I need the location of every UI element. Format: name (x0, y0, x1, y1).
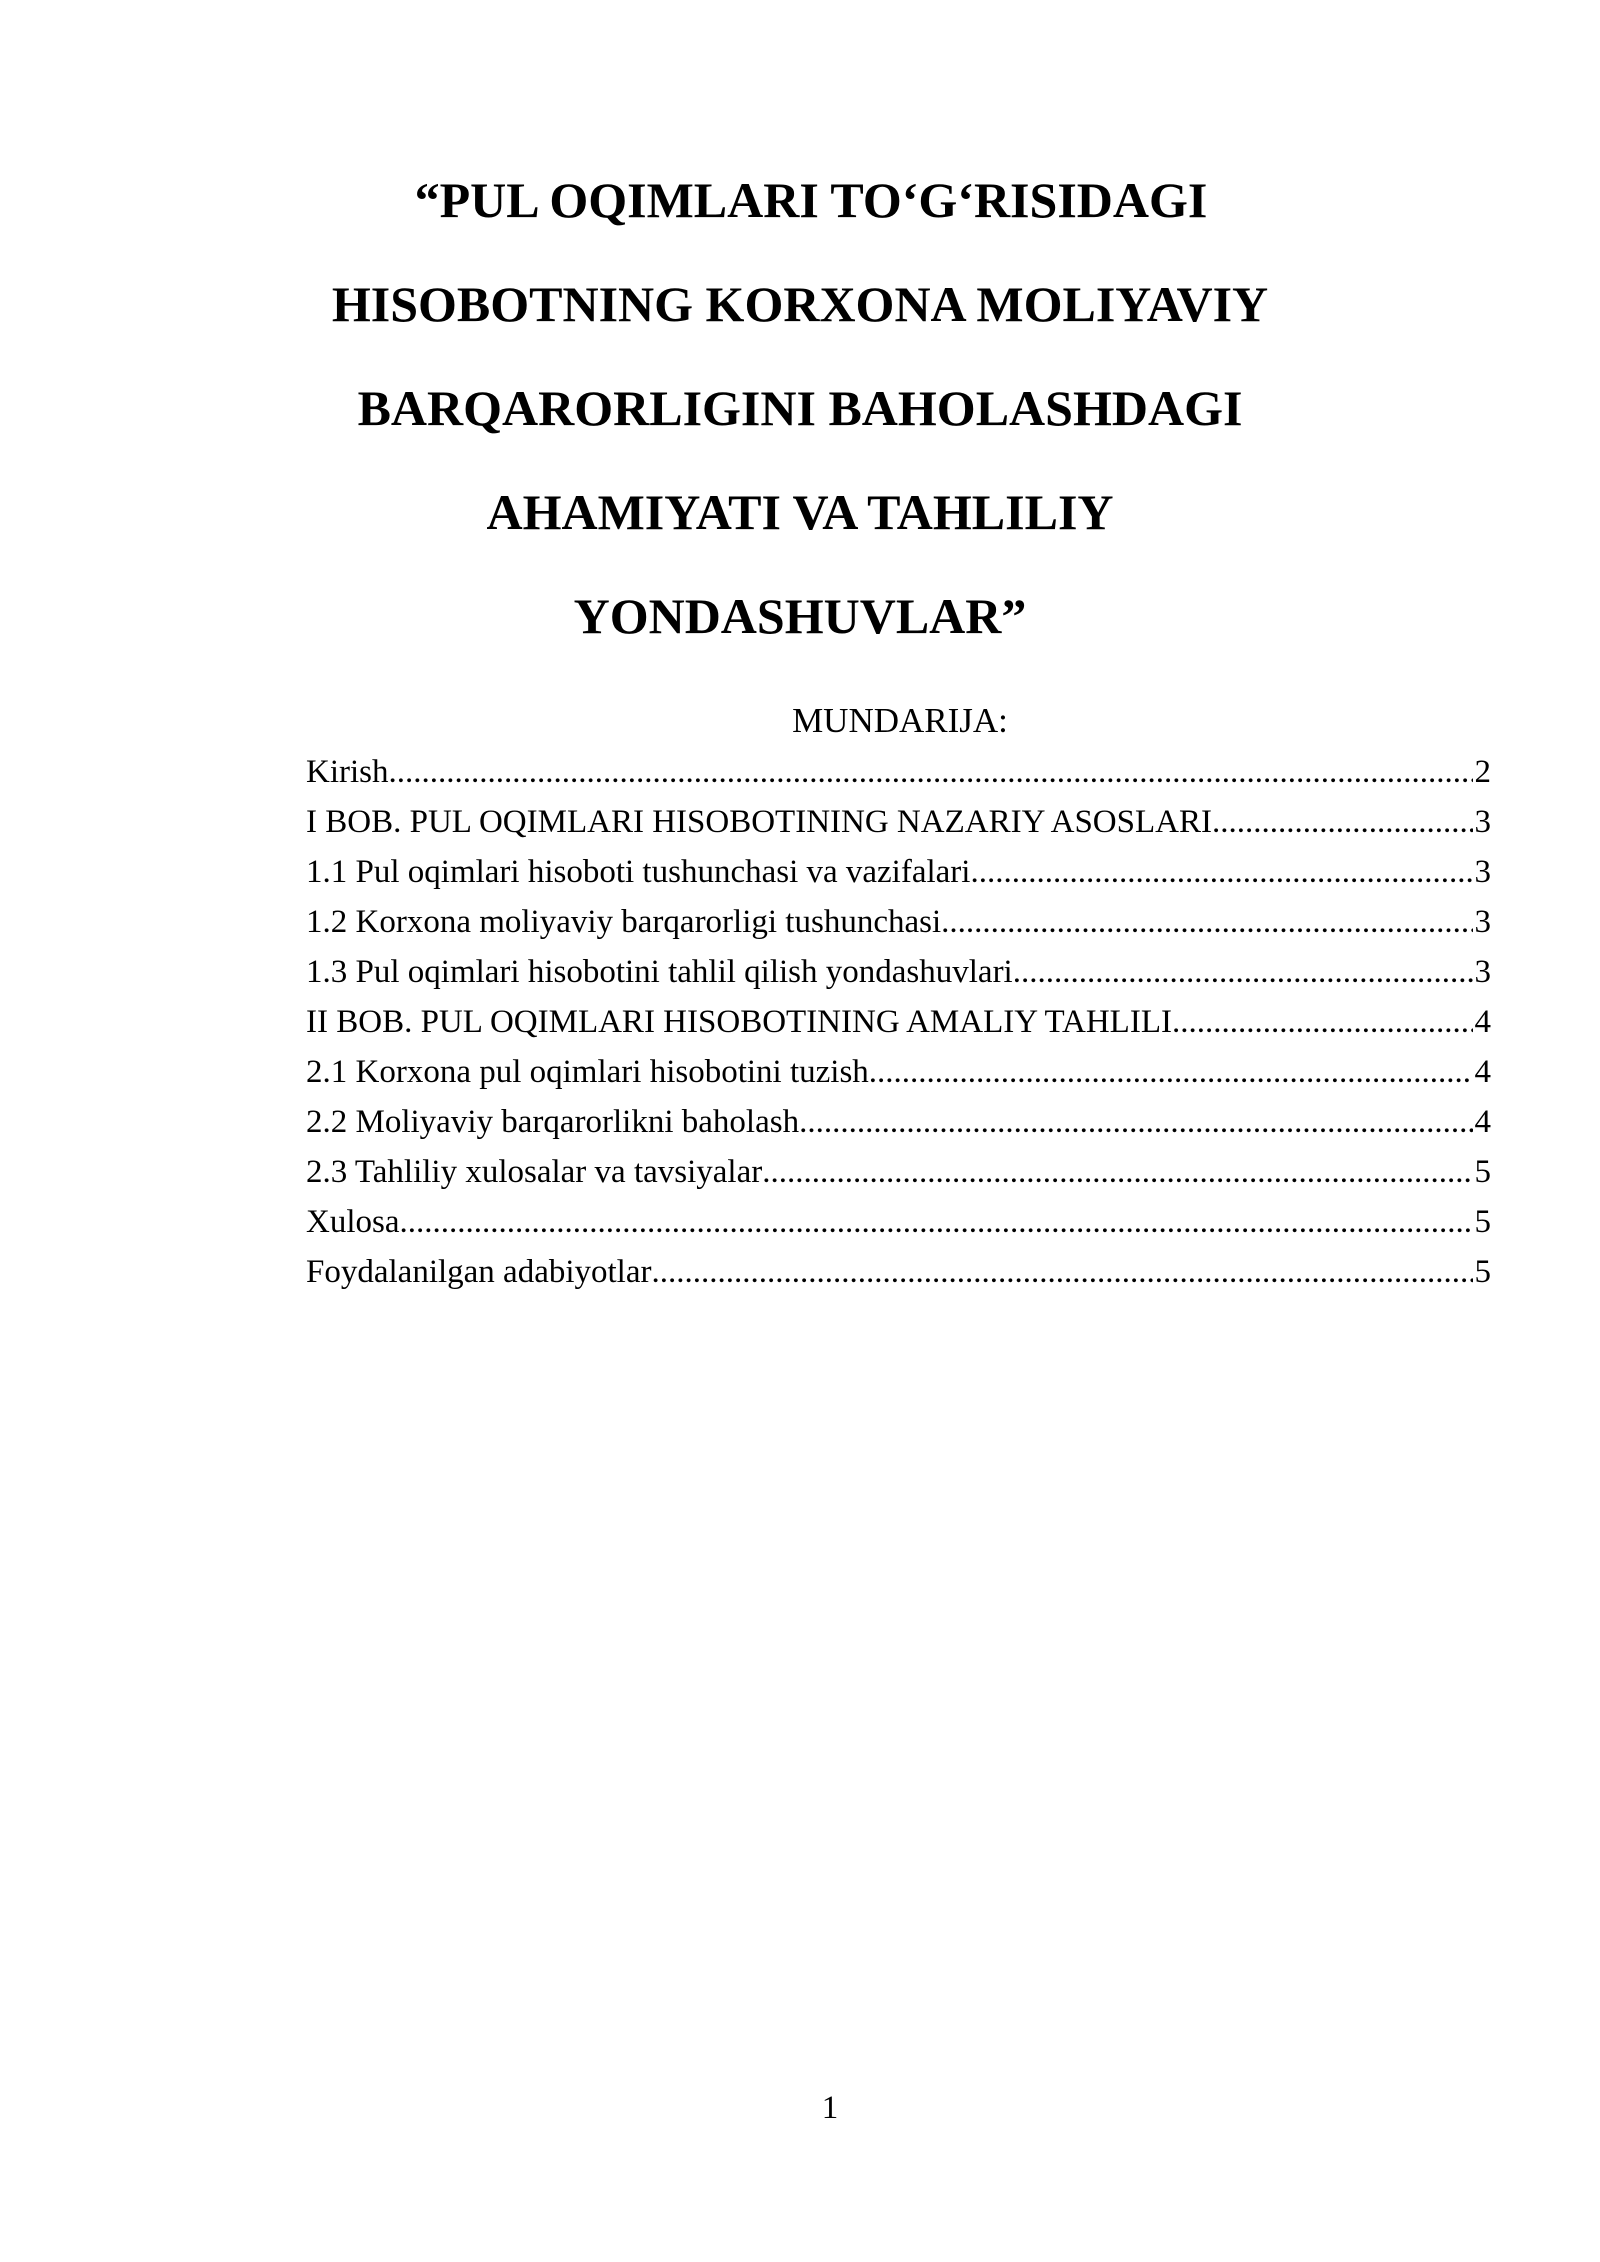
toc-entry-kirish (306, 747, 1491, 797)
toc-dot-leader (400, 1197, 1473, 1247)
toc-entry-label: 1.1 Pul oqimlari hisoboti tushunchasi va vazifalari (306, 854, 971, 890)
toc-entry-page: 4 (1474, 1054, 1491, 1090)
toc-dot-leader (762, 1147, 1472, 1197)
toc-entry-section-2-1 (306, 1047, 1491, 1097)
title-line: BARQARORLIGINI BAHOLASHDAGI (357, 380, 1243, 436)
toc-entry-label: Kirish (306, 754, 389, 790)
toc-entry-label: 2.1 Korxona pul oqimlari hisobotini tuzish (306, 1054, 869, 1090)
toc-entry-page: 4 (1474, 1104, 1491, 1140)
document-title (300, 148, 1300, 668)
title-line: “PUL OQIMLARI TO‘G‘RISIDAGI (414, 172, 1208, 228)
toc-dot-leader (941, 897, 1472, 947)
toc-entry-page: 3 (1474, 904, 1491, 940)
toc-entry-label: Foydalanilgan adabiyotlar (306, 1254, 652, 1290)
toc-dot-leader (389, 747, 1473, 797)
toc-entry-section-1-1 (306, 847, 1491, 897)
toc-entry-xulosa (306, 1197, 1491, 1247)
title-line: AHAMIYATI VA TAHLILIY (486, 484, 1114, 540)
toc-entry-label: I BOB. PUL OQIMLARI HISOBOTINING NAZARIY ASOSLARI (306, 804, 1212, 840)
toc-dot-leader (652, 1247, 1473, 1297)
toc-entry-label: 2.3 Tahliliy xulosalar va tavsiyalar (306, 1154, 763, 1190)
toc-dot-leader (1212, 797, 1473, 847)
title-line: YONDASHUVLAR” (573, 588, 1027, 644)
toc-entry-chapter-1 (306, 797, 1491, 847)
toc-entry-label: II BOB. PUL OQIMLARI HISOBOTINING AMALIY TAHLILI (306, 1004, 1172, 1040)
toc-dot-leader (1013, 947, 1473, 997)
toc-entry-section-2-3 (306, 1147, 1491, 1197)
table-of-contents (306, 747, 1491, 1297)
toc-entry-page: 5 (1474, 1204, 1491, 1240)
toc-entry-page: 5 (1474, 1254, 1491, 1290)
toc-entry-label: Xulosa (306, 1204, 400, 1240)
toc-entry-references (306, 1247, 1491, 1297)
toc-entry-section-2-2 (306, 1097, 1491, 1147)
toc-entry-chapter-2 (306, 997, 1491, 1047)
toc-entry-page: 3 (1474, 954, 1491, 990)
title-line: HISOBOTNING KORXONA MOLIYAVIY (331, 276, 1269, 332)
toc-entry-page: 3 (1474, 854, 1491, 890)
toc-entry-page: 2 (1474, 754, 1491, 790)
toc-entry-label: 2.2 Moliyaviy barqarorlikni baholash (306, 1104, 800, 1140)
page-number: 1 (821, 2090, 839, 2126)
toc-entry-page: 3 (1474, 804, 1491, 840)
toc-entry-page: 4 (1474, 1004, 1491, 1040)
toc-heading (300, 697, 1500, 745)
toc-heading-text: MUNDARIJA: (792, 701, 1008, 740)
toc-entry-section-1-3 (306, 947, 1491, 997)
toc-entry-label: 1.3 Pul oqimlari hisobotini tahlil qilish yondashuvlari (306, 954, 1013, 990)
toc-dot-leader (970, 847, 1472, 897)
toc-entry-page: 5 (1474, 1154, 1491, 1190)
toc-dot-leader (799, 1097, 1472, 1147)
toc-entry-section-1-2 (306, 897, 1491, 947)
toc-dot-leader (869, 1047, 1473, 1097)
toc-dot-leader (1172, 997, 1473, 1047)
toc-entry-label: 1.2 Korxona moliyaviy barqarorligi tushunchasi (306, 904, 942, 940)
